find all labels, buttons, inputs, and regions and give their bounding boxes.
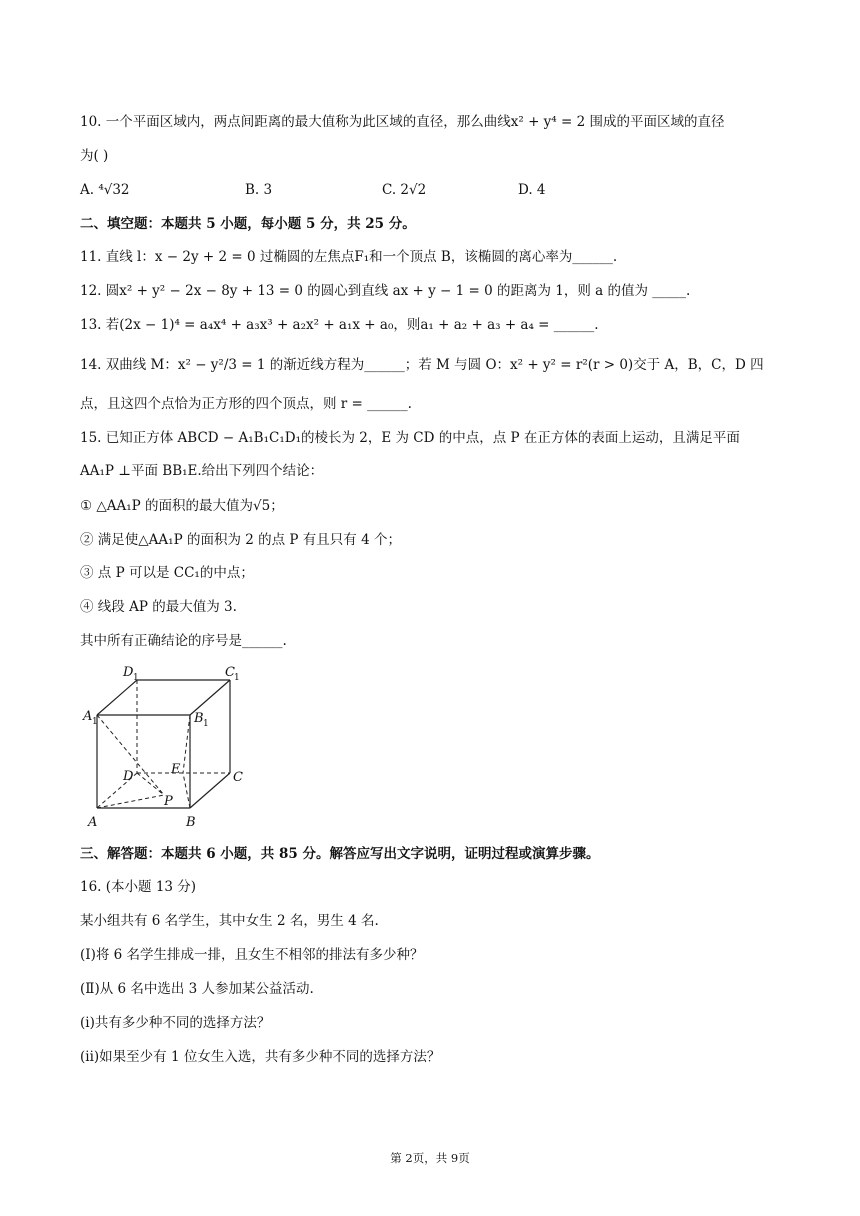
label-e: E (171, 762, 181, 777)
edge-d1a1 (97, 680, 137, 715)
label-b: B (186, 815, 196, 830)
segment-dp (137, 773, 164, 795)
q16-intro: 某小组共有 6 名学生，其中女生 2 名，男生 4 名. (80, 913, 379, 929)
edge-bc (190, 773, 230, 808)
q14-line2: 点，且这四个点恰为正方形的四个顶点，则 r = ______. (80, 396, 412, 412)
q10-option-c: C. 2√2 (382, 182, 427, 198)
q13: 13. 若(2x − 1)⁴ = a₄x⁴ + a₃x³ + a₂x² + a₁x + a₀，则a₁ + a₂ + a₃ + a₄ = ______. (80, 317, 599, 333)
section-2-heading: 二、填空题：本题共 5 小题，每小题 5 分，共 25 分。 (80, 216, 416, 232)
q15-item-2: ② 满足使△AA₁P 的面积为 2 的点 P 有且只有 4 个； (80, 532, 401, 548)
q16-part-2-ii: (ii)如果至少有 1 位女生入选，共有多少种不同的选择方法？ (80, 1049, 441, 1065)
q10-line2: 为( ) (80, 148, 109, 164)
q10-option-a: A. ⁴√32 (80, 182, 130, 198)
label-a1: A (83, 709, 93, 724)
q16-heading: 16. (本小题 13 分) (80, 879, 197, 895)
q12: 12. 圆x² + y² − 2x − 8y + 13 = 0 的圆心到直线 ax + y − 1 = 0 的距离为 1，则 a 的值为 _____. (80, 283, 691, 299)
q15-question: 其中所有正确结论的序号是______. (80, 633, 287, 649)
segment-be (183, 773, 190, 808)
section-3-heading: 三、解答题：本题共 6 小题，共 85 分。解答应写出文字说明，证明过程或演算步骤。 (80, 846, 600, 862)
label-p: P (164, 794, 173, 809)
label-c: C (233, 770, 243, 785)
label-c1-sub: 1 (234, 673, 240, 683)
q15-item-1: ① △AA₁P 的面积的最大值为√5； (80, 498, 284, 514)
cube-figure (80, 660, 260, 832)
label-d1: D (123, 665, 134, 680)
segment-ap (97, 795, 164, 808)
q15-item-3: ③ 点 P 可以是 CC₁的中点； (80, 565, 254, 581)
q16-part-1: (Ⅰ)将 6 名学生排成一排，且女生不相邻的排法有多少种？ (80, 947, 424, 963)
q15-line2: AA₁P ⊥平面 BB₁E.给出下列四个结论： (80, 463, 324, 479)
q10-option-d: D. 4 (518, 182, 546, 198)
q16-part-2-i: (i)共有多少种不同的选择方法？ (80, 1015, 271, 1031)
label-d1-sub: 1 (133, 673, 139, 683)
label-d: D (123, 769, 134, 784)
q10-option-b: B. 3 (245, 182, 273, 198)
label-b1: B (194, 711, 204, 726)
page-footer: 第 2页，共 9页 (390, 1151, 470, 1165)
q16-part-2: (Ⅱ)从 6 名中选出 3 人参加某公益活动. (80, 981, 314, 997)
label-c1: C (225, 665, 235, 680)
label-a: A (88, 815, 98, 830)
q14-line1: 14. 双曲线 M：x² − y²/3 = 1 的渐近线方程为______；若 M 与圆 O：x² + y² = r²(r > 0)交于 A，B，C，D 四 (80, 357, 764, 373)
q15-line1: 15. 已知正方体 ABCD − A₁B₁C₁D₁的棱长为 2，E 为 CD 的中点，点 P 在正方体的表面上运动，且满足平面 (80, 430, 740, 446)
label-b1-sub: 1 (203, 719, 209, 729)
label-a1-sub: 1 (92, 717, 98, 727)
segment-b1e (183, 715, 190, 773)
q10-line1: 10. 一个平面区域内，两点间距离的最大值称为此区域的直径，那么曲线x² + y⁴ = 2 围成的平面区域的直径 (80, 114, 725, 130)
q15-item-4: ④ 线段 AP 的最大值为 3. (80, 599, 237, 615)
q11: 11. 直线 l：x − 2y + 2 = 0 过椭圆的左焦点F₁和一个顶点 B，该椭圆的离心率为______. (80, 249, 618, 265)
edge-b1c1 (190, 680, 230, 715)
